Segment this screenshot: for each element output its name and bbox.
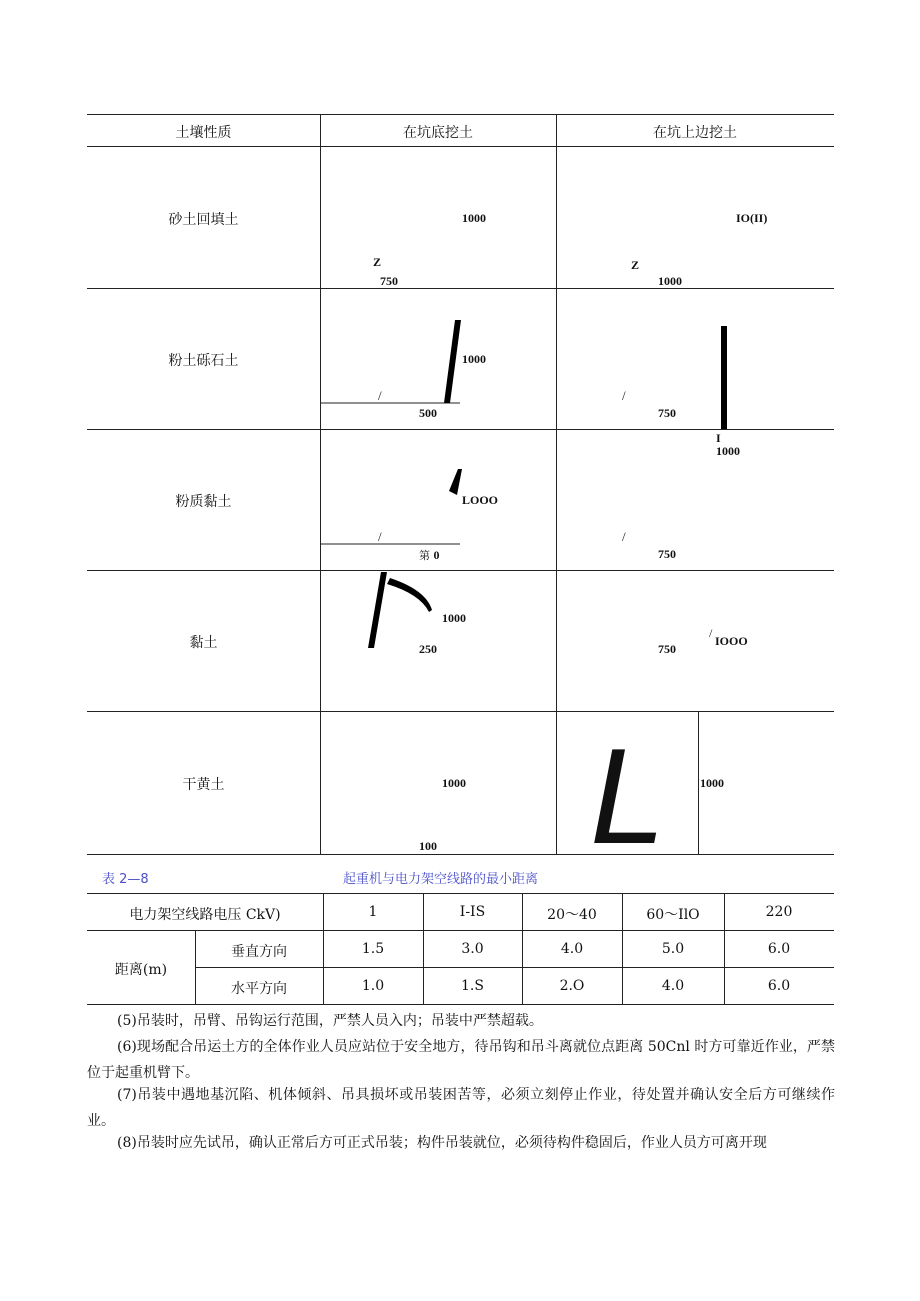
paragraph: (7)吊装中遇地基沉陷、机体倾斜、吊具损坏或吊装困苦等，必须立刻停止作业，待处置并确认安全后方可继续作业。 [87, 1087, 835, 1129]
dimension-label [419, 547, 440, 563]
table-label: 表 2—8 [102, 872, 149, 887]
dimension-label: 750 [658, 406, 676, 420]
dimension-label: IO(II) [736, 211, 768, 225]
slope-diagram [700, 288, 760, 433]
slope-diagram [320, 288, 556, 429]
voltage-value: 1 [368, 904, 378, 920]
dimension-label: 750 [380, 274, 398, 288]
vertical-distance: 4.0 [560, 941, 584, 957]
soil-name: 干黄土 [182, 777, 225, 793]
table2-rule [87, 1004, 834, 1005]
dimension-label: 1000 [442, 776, 466, 790]
dimension-prefix: 第 [419, 549, 430, 562]
paragraph: (8)吊装时应先试吊，确认正常后方可正式吊装；构件吊装就位，必须待构件稳固后，作业人员方可离开现 [117, 1135, 767, 1151]
soil-name: 粉土砾石土 [168, 353, 239, 369]
horizontal-distance: 2.O [559, 978, 585, 994]
table1-column-rule [698, 711, 699, 854]
diagram-mark: I [716, 431, 721, 445]
diagram-mark: Z [631, 258, 640, 272]
voltage-value: 60～IlO [646, 907, 700, 923]
diagram-mark: / [709, 626, 713, 640]
table2-rule [87, 893, 834, 894]
voltage-value: I-IS [459, 904, 486, 920]
voltage-value: 20～40 [547, 907, 597, 923]
horizontal-direction-label: 水平方向 [231, 981, 287, 997]
vertical-distance: 1.5 [361, 941, 385, 957]
table1-rule [87, 146, 834, 147]
dimension-label: IOOO [715, 634, 748, 648]
dimension-label: 1000 [658, 274, 682, 288]
dimension-label: 1000 [462, 352, 486, 366]
dimension-label: 1000 [716, 444, 740, 458]
dimension-label: 1000 [442, 611, 466, 625]
slope-diagram [320, 570, 556, 711]
dimension-label: 100 [419, 839, 437, 853]
table2-rule [87, 930, 834, 931]
soil-name: 黏土 [189, 635, 218, 651]
voltage-header: 电力架空线路电压 CkV) [129, 907, 281, 923]
header-soil-type: 土壤性质 [175, 125, 232, 141]
horizontal-distance: 1.0 [361, 978, 385, 994]
distance-label: 距离(m) [114, 962, 168, 978]
diagram-mark: Z [373, 255, 382, 269]
vertical-distance: 5.0 [661, 941, 685, 957]
dimension-label: 750 [658, 547, 676, 561]
vertical-distance: 6.0 [767, 941, 791, 957]
dimension-label: 1000 [462, 211, 486, 225]
diagram-mark: / [622, 529, 626, 544]
vertical-direction-label: 垂直方向 [231, 944, 287, 960]
table1-rule [87, 711, 834, 712]
horizontal-distance: 1.S [461, 978, 484, 994]
header-dig-bottom: 在坑底挖土 [403, 125, 473, 141]
paragraph: (6)现场配合吊运土方的全体作业人员应站位于安全地方，待吊钩和吊斗离就位点距离 50Cnl 时方可靠近作业，严禁位于起重机臂下。 [87, 1039, 835, 1081]
diagram-mark: / [378, 529, 382, 544]
table2-rule [195, 967, 834, 968]
dimension-value: 0 [433, 548, 440, 562]
diagram-mark: / [622, 388, 626, 403]
diagram-mark: / [378, 388, 382, 403]
dimension-label: 750 [658, 642, 676, 656]
paragraph: (5)吊装时，吊臂、吊钩运行范围，严禁人员入内；吊装中严禁超载。 [117, 1013, 543, 1029]
dimension-label: LOOO [462, 493, 499, 507]
horizontal-distance: 4.0 [661, 978, 685, 994]
voltage-value: 220 [765, 904, 793, 920]
dimension-label: 250 [419, 642, 437, 656]
soil-name: 砂土回填土 [168, 212, 239, 228]
vertical-distance: 3.0 [461, 941, 484, 957]
table1-rule [87, 854, 834, 855]
large-glyph: L [590, 728, 666, 854]
dimension-label: 1000 [700, 776, 724, 790]
table1-column-rule [556, 114, 557, 854]
table-title: 起重机与电力架空线路的最小距离 [343, 872, 539, 887]
soil-name: 粉质黏土 [175, 494, 232, 510]
header-dig-top: 在坑上边挖土 [653, 125, 737, 141]
table1-rule [87, 114, 834, 115]
dimension-label: 500 [419, 406, 437, 420]
horizontal-distance: 6.0 [767, 978, 791, 994]
